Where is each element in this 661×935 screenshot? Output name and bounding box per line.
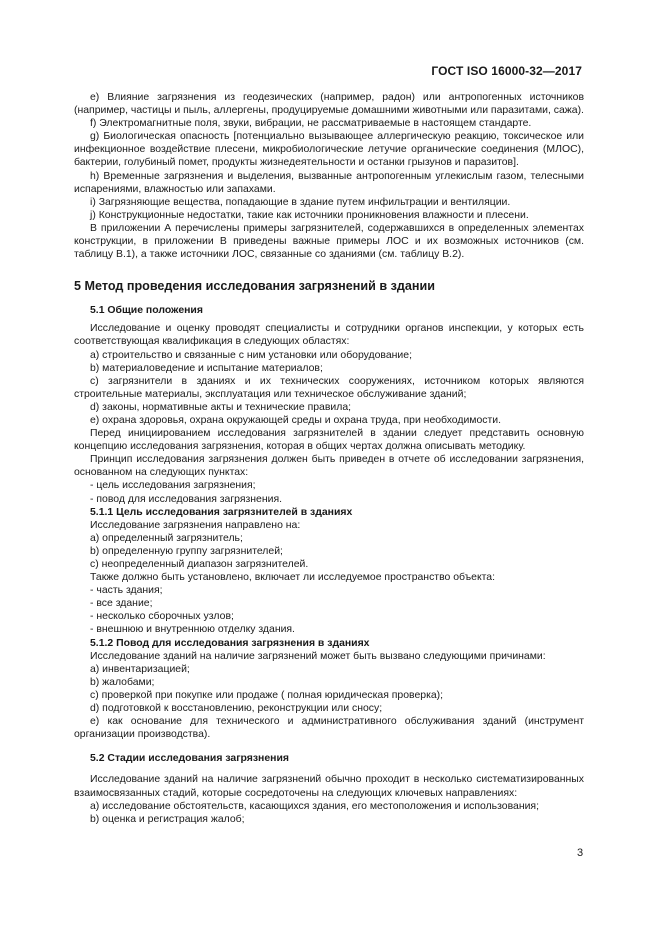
list-item: b) материаловедение и испытание материалов; (90, 362, 323, 374)
paragraph: j) Конструкционные недостатки, такие как источники проникновения влажности и плесени. (90, 209, 529, 221)
list-item: - несколько сборочных узлов; (90, 611, 234, 623)
subsection-heading: 5.1 Общие положения (90, 305, 203, 317)
paragraph: В приложении А перечислены примеры загрязнителей, содержавшихся в определенных элементах конструкции, в приложении В приведены важные примеры ЛОС и их возможных источников (см. таблицу В.1), а также источники ЛОС, связанные со зданиями (см. таблицу В.2). (74, 222, 584, 261)
list-item: d) подготовкой к восстановлению, реконструкции или сносу; (90, 703, 383, 715)
list-item: e) как основание для технического и административного обслуживания зданий (инструмент организации производства). (74, 716, 584, 741)
paragraph: f) Электромагнитные поля, звуки, вибрации, не рассматриваемые в настоящем стандарте. (90, 118, 532, 130)
paragraph: Также должно быть установлено, включает ли исследуемое пространство объекта: (90, 572, 496, 584)
list-item: c) загрязнители в зданиях и их технических сооружениях, источником которых являются строительные материалы, эксплуатация или техническое обслуживание зданий; (74, 375, 584, 400)
paragraph: g) Биологическая опасность [потенциально вызывающее аллергическую реакцию, токсическое или инфекционное воздействие плесени, микробиологические летучие органические соединения (МЛОС), бактерии, голубиный помет, продукты жизнедеятельности и останки грызунов и паразитов]. (74, 131, 584, 169)
list-item: a) исследование обстоятельств, касающихся здания, его местоположения и использования; (90, 800, 539, 812)
list-item: - внешнюю и внутреннюю отделку здания. (90, 624, 295, 636)
paragraph: Принцип исследования загрязнения должен быть приведен в отчете об исследовании загрязнения, основанном на следующих пунктах: (74, 454, 584, 479)
paragraph: Исследование и оценку проводят специалисты и сотрудники органов инспекции, у которых есть соответствующая квалификация в следующих областях: (74, 323, 584, 348)
list-item: b) определенную группу загрязнителей; (90, 545, 283, 557)
document-code: ГОСТ ISO 16000-32—2017 (431, 64, 582, 78)
list-item: d) законы, нормативные акты и технические правила; (90, 401, 352, 413)
document-body (74, 91, 584, 826)
list-item: e) охрана здоровья, охрана окружающей среды и охрана труда, при необходимости. (90, 414, 501, 426)
clause-heading: 5.1.2 Повод для исследования загрязнения в зданиях (90, 637, 370, 649)
paragraph: Перед инициированием исследования загрязнителей в здании следует представить основную концепцию исследования загрязнения, которая в общих чертах должна описывать методику. (74, 428, 584, 453)
paragraph: h) Временные загрязнения и выделения, вызванные антропогенным углекислым газом, телесными испарениями, влажностью или запахами. (74, 170, 584, 195)
paragraph: Исследование зданий на наличие загрязнений может быть вызвано следующими причинами: (90, 650, 546, 662)
list-item: - все здание; (90, 598, 153, 610)
page-number: 3 (577, 847, 584, 859)
list-item: - часть здания; (90, 585, 163, 597)
clause-heading: 5.1.1 Цель исследования загрязнителей в зданиях (90, 506, 353, 518)
list-item: - цель исследования загрязнения; (90, 480, 256, 492)
paragraph: e) Влияние загрязнения из геодезических (например, радон) или антропогенных источников (например, частицы и пыль, аллергены, продуцируемые домашними животными или паразитами, сажа). (74, 92, 584, 117)
list-item: - повод для исследования загрязнения. (90, 493, 283, 505)
list-item: b) оценка и регистрация жалоб; (90, 813, 245, 825)
paragraph: Исследование загрязнения направлено на: (90, 519, 301, 531)
list-item: c) неопределенный диапазон загрязнителей. (90, 559, 309, 570)
section-heading: 5 Метод проведения исследования загрязнений в здании (74, 279, 435, 294)
list-item: a) определенный загрязнитель; (90, 532, 243, 544)
list-item: c) проверкой при покупке или продаже ( полная юридическая проверка); (90, 689, 444, 701)
paragraph: Исследование зданий на наличие загрязнений обычно проходит в несколько систематизированных взаимосвязанных стадий, которые сосредоточены на следующих ключевых направлениях: (74, 774, 584, 799)
list-item: b) жалобами; (90, 676, 155, 688)
list-item: a) строительство и связанные с ним установки или оборудование; (90, 349, 412, 361)
list-item: a) инвентаризацией; (90, 663, 190, 675)
subsection-heading: 5.2 Стадии исследования загрязнения (90, 753, 289, 765)
paragraph: i) Загрязняющие вещества, попадающие в здание путем инфильтрации и вентиляции. (90, 196, 511, 208)
